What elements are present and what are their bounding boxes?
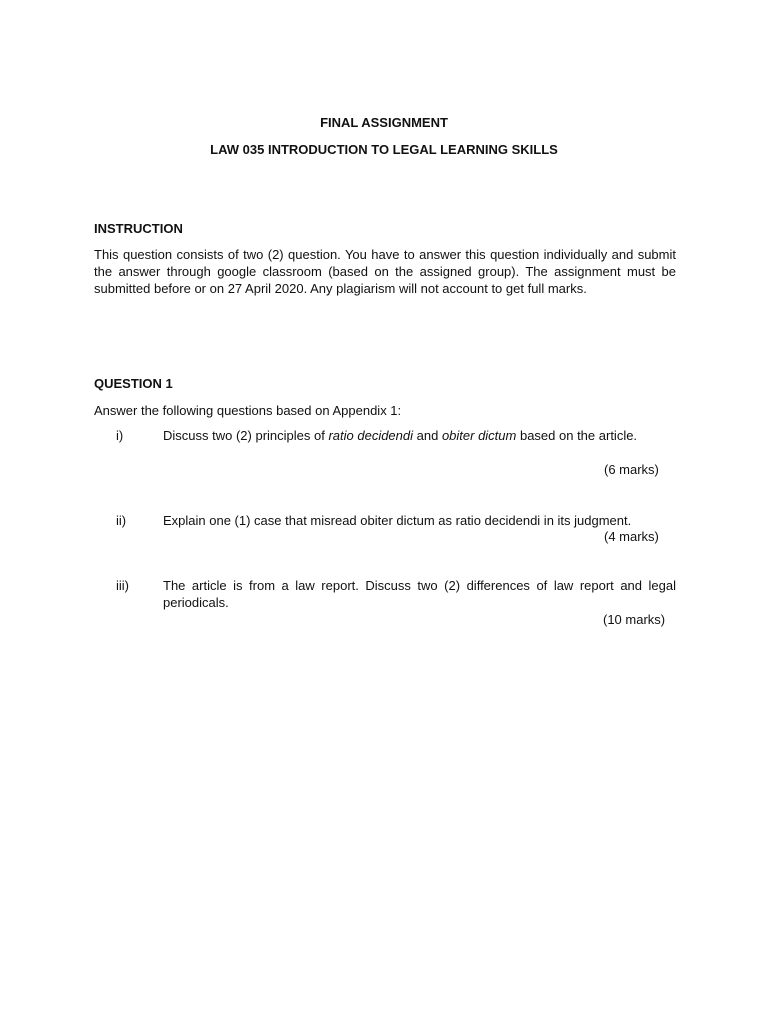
item-number: i) [116, 428, 124, 443]
question-1-intro: Answer the following questions based on Appendix 1: [94, 403, 402, 418]
item-marks: (4 marks) [604, 529, 659, 544]
question-1-heading: QUESTION 1 [94, 376, 173, 391]
item-number: iii) [116, 578, 129, 593]
item-marks: (10 marks) [603, 612, 666, 627]
item-text: The article is from a law report. Discuss two (2) differences of law report and legal periodicals. [163, 578, 676, 610]
item-text: Explain one (1) case that misread obiter dictum as ratio decidendi in its judgment. [163, 513, 632, 528]
course-title: LAW 035 INTRODUCTION TO LEGAL LEARNING SKILLS [210, 142, 558, 157]
item-marks: (6 marks) [604, 462, 659, 477]
ratio-decidendi-term: ratio decidendi [328, 428, 414, 443]
item-text [163, 427, 676, 444]
item-number: ii) [116, 513, 127, 528]
item-text-part: and [413, 428, 442, 443]
document-title: FINAL ASSIGNMENT [320, 115, 448, 130]
obiter-dictum-term: obiter dictum [441, 428, 517, 443]
instruction-text: This question consists of two (2) question. You have to answer this question individually and submit the answer through google classroom (based on the assigned group). The assignment must be submitted before or on 27 April 2020. Any plagiarism will not account to get full marks. [94, 247, 676, 296]
item-text-part: Discuss two (2) principles of [163, 428, 329, 443]
instruction-heading: INSTRUCTION [94, 221, 183, 236]
item-text-part: based on the article. [516, 428, 638, 443]
